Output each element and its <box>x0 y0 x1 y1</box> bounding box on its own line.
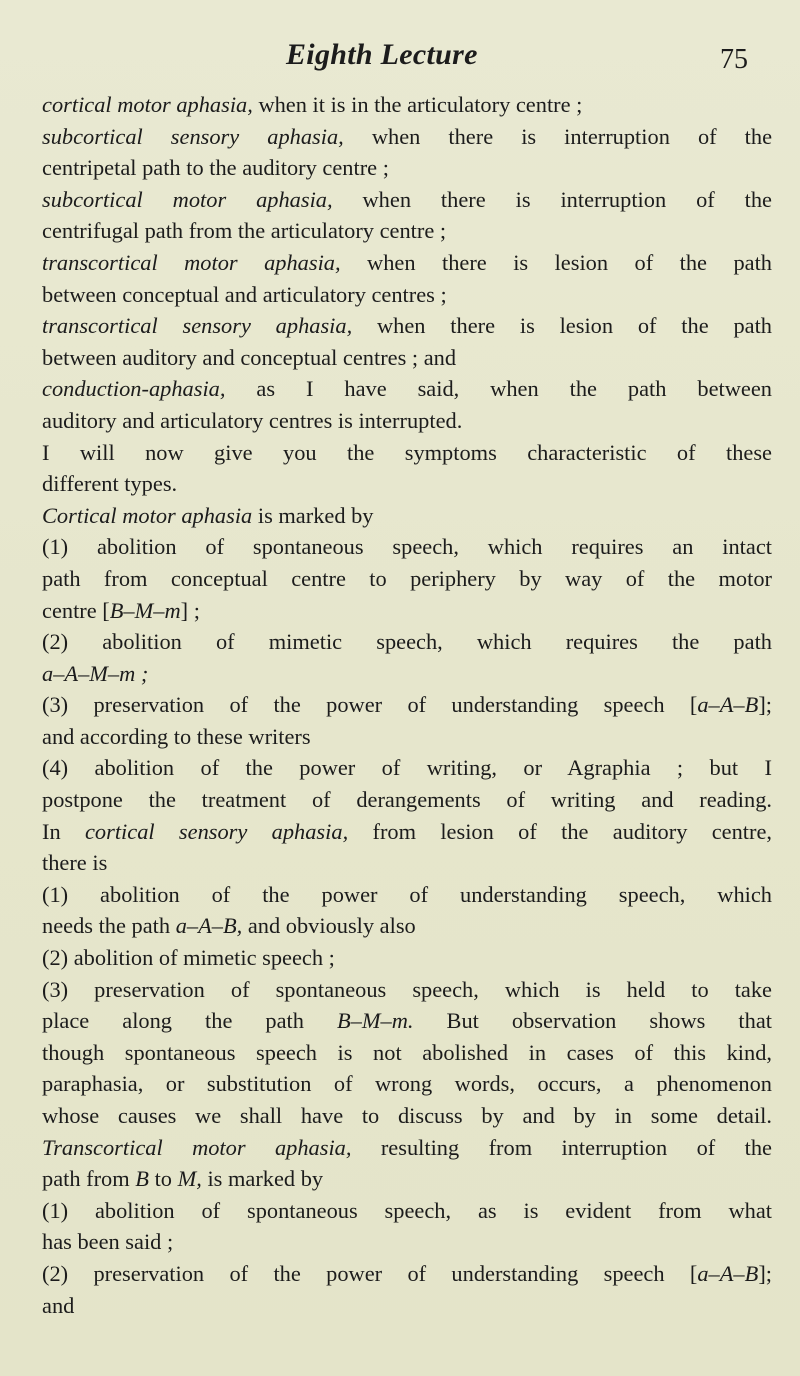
text-segment: from lesion of the auditory centre, <box>348 818 772 844</box>
italic-text: B <box>135 1166 149 1192</box>
text-line <box>42 1132 772 1164</box>
italic-text: Cortical motor aphasia <box>42 502 253 528</box>
page-number: 75 <box>720 44 748 75</box>
text-line <box>42 279 772 311</box>
italic-text: transcortical motor aphasia, <box>42 249 341 275</box>
italic-text: subcortical sensory aphasia, <box>42 123 344 149</box>
text-segment: I will now give you the symptoms characteristic of these <box>42 439 772 465</box>
text-segment: between conceptual and articulatory centres ; <box>42 281 447 307</box>
text-segment: when it is in the articulatory centre ; <box>252 92 583 117</box>
text-segment: and <box>42 1292 75 1318</box>
text-line <box>42 879 772 911</box>
text-segment: ] ; <box>180 597 200 623</box>
text-line <box>42 1037 772 1069</box>
text-segment: between auditory and conceptual centres ; and <box>42 344 457 370</box>
text-segment: is marked by <box>252 502 374 528</box>
text-segment: ]; <box>758 692 772 718</box>
italic-text: M, <box>177 1166 202 1192</box>
text-segment: needs the path <box>42 913 176 939</box>
text-segment: centre [ <box>42 597 110 623</box>
italic-text: transcortical sensory aphasia, <box>42 313 353 339</box>
text-line <box>42 247 772 279</box>
text-line <box>42 626 772 658</box>
text-segment: (3) preservation of the power of understanding speech [ <box>42 692 698 718</box>
text-line <box>42 121 772 153</box>
text-segment: (1) abolition of the power of understanding speech, which <box>42 881 772 907</box>
text-line <box>42 752 772 784</box>
italic-text: cortical motor aphasia, <box>42 92 253 117</box>
text-line <box>42 89 772 121</box>
italic-text: conduction-aphasia, <box>42 376 226 402</box>
text-segment: centrifugal path from the articulatory centre ; <box>42 218 447 244</box>
italic-text: B–M–m. <box>337 1008 414 1034</box>
text-line <box>42 974 772 1006</box>
text-segment: ]; <box>758 1260 772 1286</box>
text-line <box>42 1195 772 1227</box>
text-line <box>42 1100 772 1132</box>
running-title: Eighth Lecture <box>286 38 478 71</box>
text-segment: has been said ; <box>42 1229 174 1255</box>
text-segment: as I have said, when the path between <box>225 376 772 402</box>
text-line <box>42 152 772 184</box>
text-line <box>42 405 772 437</box>
text-segment: (2) abolition of mimetic speech ; <box>42 945 335 971</box>
text-line <box>42 595 772 627</box>
text-line <box>42 784 772 816</box>
text-segment: place along the path <box>42 1008 337 1034</box>
italic-text: a–A–B <box>697 692 759 718</box>
text-segment: paraphasia, or substitution of wrong words, occurs, a phenomenon <box>42 1071 772 1097</box>
italic-text: Transcortical motor aphasia, <box>42 1134 352 1160</box>
text-segment: centripetal path to the auditory centre ; <box>42 155 389 181</box>
text-segment: is marked by <box>201 1166 324 1192</box>
text-line <box>42 847 772 879</box>
text-segment: (2) preservation of the power of understanding speech [ <box>42 1260 698 1286</box>
body-text <box>42 89 772 1321</box>
text-segment: when there is interruption of the <box>332 186 772 212</box>
text-line <box>42 1068 772 1100</box>
text-segment: when there is lesion of the path <box>352 313 773 339</box>
text-segment: auditory and articulatory centres is interrupted. <box>42 407 463 433</box>
text-line <box>42 500 772 532</box>
text-line <box>42 1226 772 1258</box>
text-line <box>42 1005 772 1037</box>
text-segment: path from conceptual centre to periphery by way of the motor <box>42 565 772 591</box>
text-segment: different types. <box>42 471 178 497</box>
text-line <box>42 531 772 563</box>
text-line <box>42 342 772 374</box>
text-line <box>42 910 772 942</box>
italic-text: subcortical motor aphasia, <box>42 186 333 212</box>
italic-text: a–A–B, <box>175 913 243 939</box>
text-segment: (1) abolition of spontaneous speech, as is evident from what <box>42 1197 772 1223</box>
text-line <box>42 184 772 216</box>
text-line <box>42 942 772 974</box>
text-line <box>42 689 772 721</box>
text-line <box>42 437 772 469</box>
text-segment: resulting from interruption of the <box>351 1134 772 1160</box>
text-segment: In <box>42 818 85 844</box>
text-line <box>42 468 772 500</box>
italic-text: a–A–B <box>697 1260 759 1286</box>
italic-text: B–M–m <box>109 597 181 623</box>
text-segment: there is <box>42 850 108 876</box>
text-segment: path from <box>42 1166 136 1192</box>
text-line <box>42 215 772 247</box>
text-segment: (4) abolition of the power of writing, or Agraphia ; but I <box>42 755 772 781</box>
text-line <box>42 373 772 405</box>
text-segment: postpone the treatment of derangements of writing and reading. <box>42 787 772 813</box>
italic-text: cortical sensory aphasia, <box>84 818 349 844</box>
text-line <box>42 816 772 848</box>
text-segment: whose causes we shall have to discuss by and by in some detail. <box>42 1103 772 1128</box>
text-line <box>42 1258 772 1290</box>
italic-text: a–A–M–m ; <box>42 660 149 686</box>
text-segment: though spontaneous speech is not abolished in cases of this kind, <box>42 1039 772 1065</box>
text-segment: and according to these writers <box>42 723 311 749</box>
text-segment: But observation shows that <box>413 1008 772 1034</box>
text-line <box>42 1290 772 1322</box>
text-segment: (2) abolition of mimetic speech, which requires the path <box>42 629 772 655</box>
text-segment: when there is lesion of the path <box>340 249 772 275</box>
text-segment: (1) abolition of spontaneous speech, which requires an intact <box>42 534 772 560</box>
text-segment: (3) preservation of spontaneous speech, which is held to take <box>42 976 772 1002</box>
text-segment: when there is interruption of the <box>343 123 773 149</box>
text-segment: and obviously also <box>242 913 416 939</box>
text-line <box>42 658 772 690</box>
text-segment: to <box>148 1166 178 1192</box>
running-head <box>0 38 800 78</box>
text-line <box>42 563 772 595</box>
text-line <box>42 721 772 753</box>
text-line <box>42 1163 772 1195</box>
text-line <box>42 310 772 342</box>
